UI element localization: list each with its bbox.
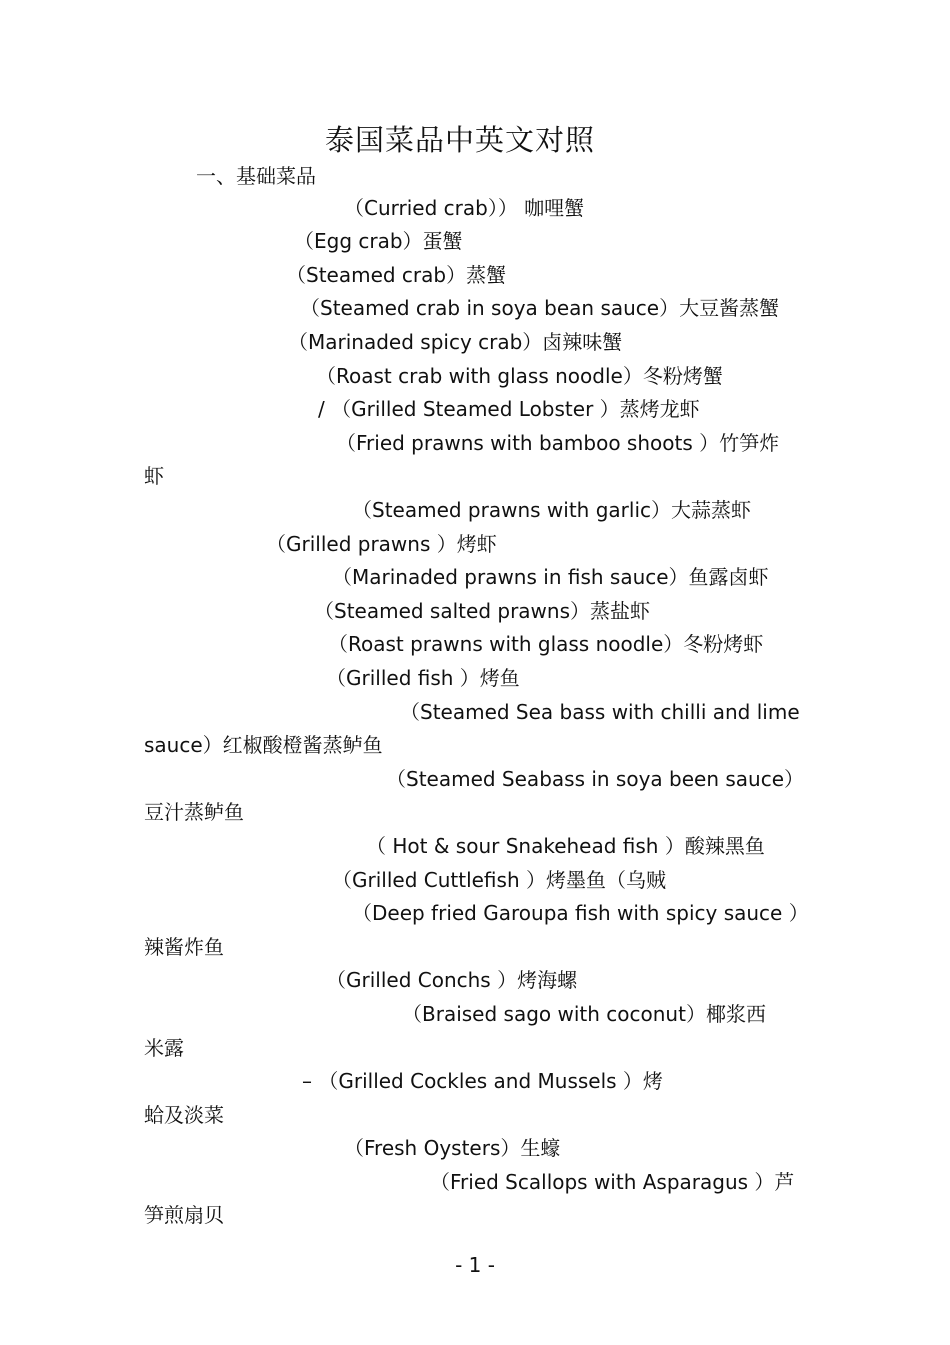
dish-line: （Fried Scallops with Asparagus ）芦 [430, 1170, 795, 1194]
dish-line: （Egg crab）蛋蟹 [294, 229, 463, 253]
dish-line-continuation: 米露 [144, 1036, 184, 1060]
dish-line-continuation: 虾 [144, 464, 164, 488]
dish-line: / （Grilled Steamed Lobster ）蒸烤龙虾 [318, 397, 700, 421]
dish-line-continuation: sauce）红椒酸橙酱蒸鲈鱼 [144, 733, 383, 757]
dish-line: （Curried crab）） 咖哩蟹 [344, 196, 585, 220]
dish-line: （ Hot & sour Snakehead fish ）酸辣黑鱼 [366, 834, 765, 858]
dish-line: （Steamed Sea bass with chilli and lime [400, 700, 800, 724]
dish-line-continuation: 蛤及淡菜 [144, 1103, 224, 1127]
dish-line: （Grilled fish ）烤鱼 [326, 666, 520, 690]
dish-line: （Steamed salted prawns）蒸盐虾 [314, 599, 650, 623]
dish-line: （Roast prawns with glass noodle）冬粉烤虾 [328, 632, 764, 656]
dish-line: （Steamed crab in soya bean sauce）大豆酱蒸蟹 [300, 296, 780, 320]
dish-line: （Marinaded prawns in fish sauce）鱼露卤虾 [332, 565, 769, 589]
dish-line: （Steamed prawns with garlic）大蒜蒸虾 [352, 498, 751, 522]
dish-line-continuation: 豆汁蒸鲈鱼 [144, 800, 244, 824]
dish-line: （Grilled Conchs ）烤海螺 [326, 968, 578, 992]
dish-line: （Grilled Cuttlefish ）烤墨鱼（乌贼 [332, 868, 666, 892]
dish-line: （Fresh Oysters）生蠔 [344, 1136, 561, 1160]
dish-line: – （Grilled Cockles and Mussels ）烤 [302, 1069, 663, 1093]
dish-line: （Deep fried Garoupa fish with spicy sauce ） [352, 901, 809, 925]
dish-line: （Grilled prawns ）烤虾 [266, 532, 497, 556]
dish-line: （Fried prawns with bamboo shoots ）竹笋炸 [336, 431, 780, 455]
page-title: 泰国菜品中英文对照 [324, 123, 595, 157]
dish-line: （Roast crab with glass noodle）冬粉烤蟹 [316, 364, 723, 388]
dish-line: （Steamed crab）蒸蟹 [286, 263, 507, 287]
dish-line: （Marinaded spicy crab）卤辣味蟹 [288, 330, 623, 354]
dish-line-continuation: 辣酱炸鱼 [144, 935, 224, 959]
dish-line: （Steamed Seabass in soya been sauce） [386, 767, 805, 791]
page-number: - 1 - [455, 1253, 495, 1277]
section-heading: 一、基础菜品 [196, 164, 316, 188]
dish-line-continuation: 笋煎扇贝 [144, 1203, 224, 1227]
dish-line: （Braised sago with coconut）椰浆西 [402, 1002, 766, 1026]
